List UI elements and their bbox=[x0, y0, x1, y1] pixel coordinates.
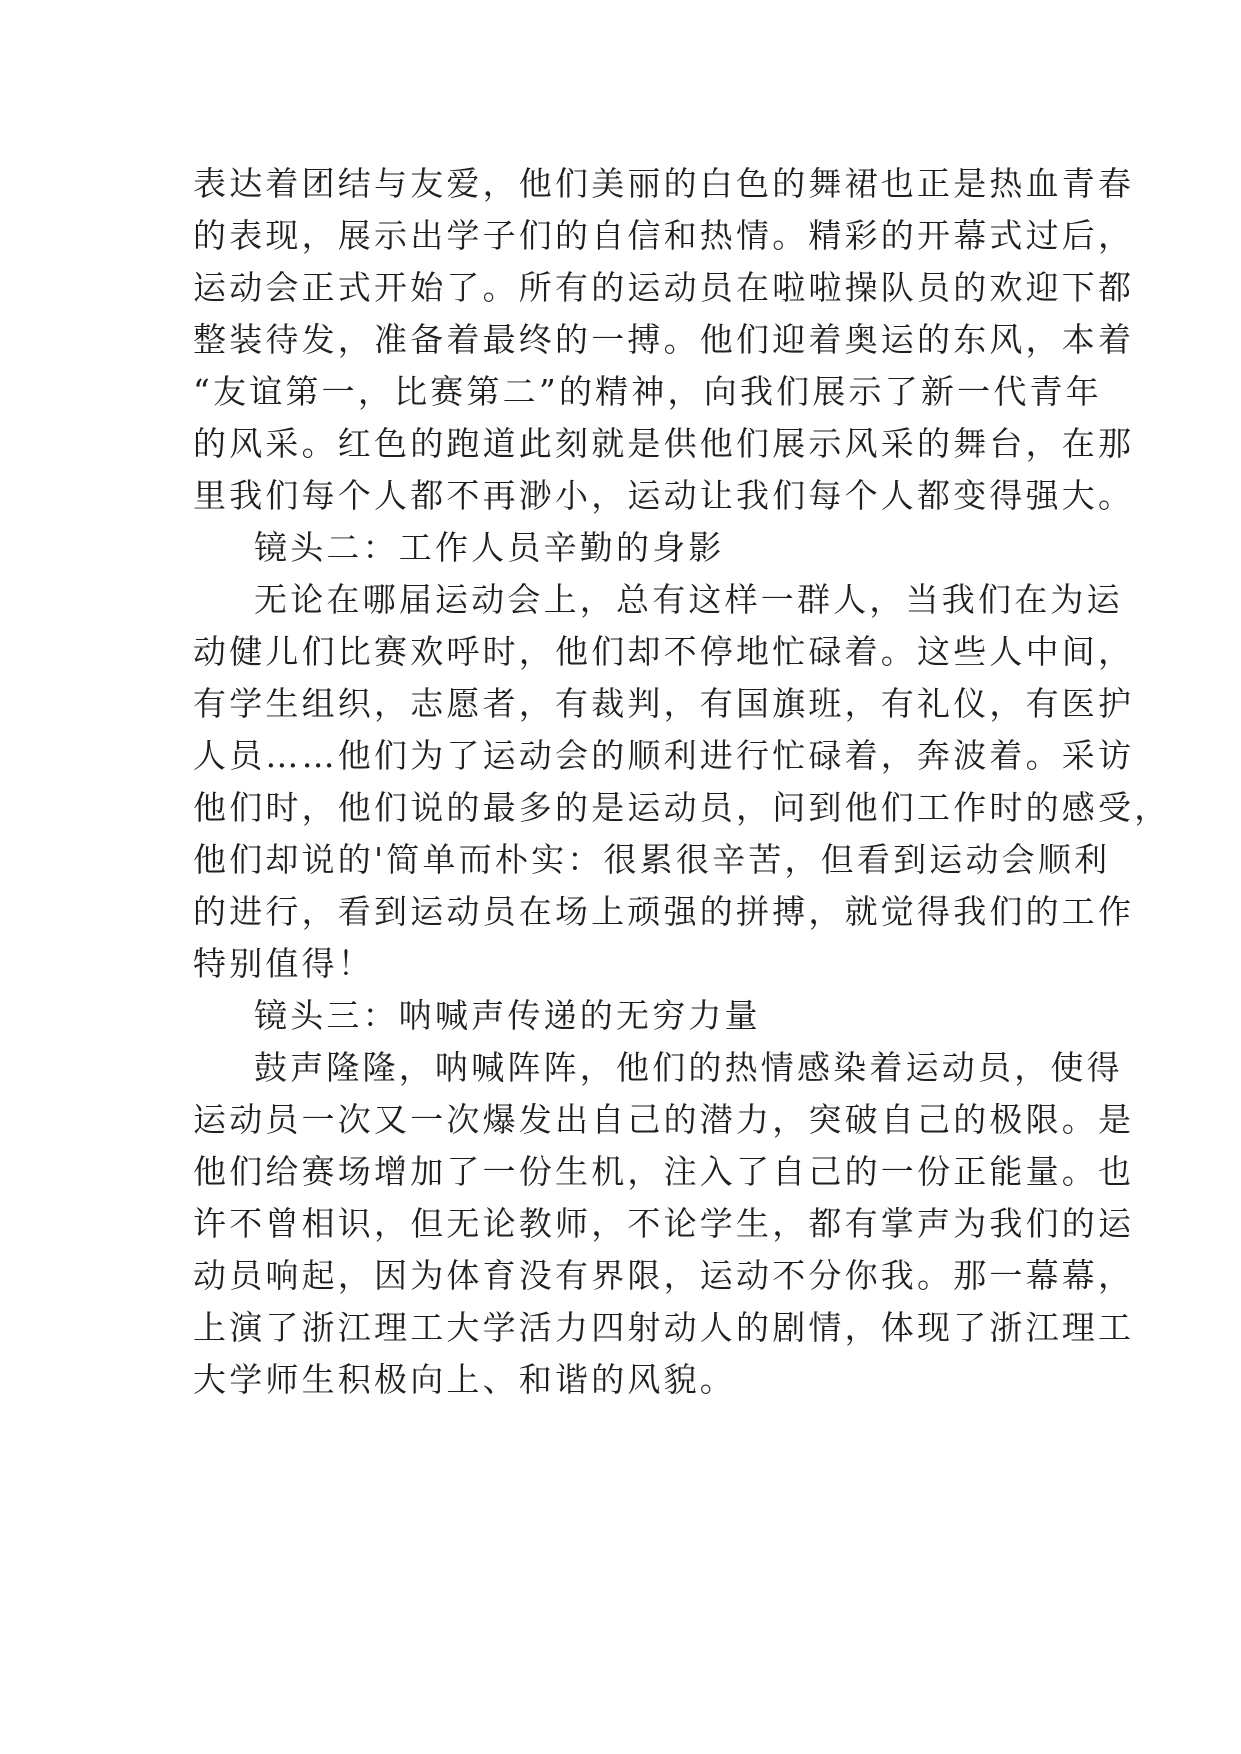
paragraph-line: 整装待发，准备着最终的一搏。他们迎着奥运的东风，本着 bbox=[193, 320, 1135, 359]
paragraph-line: 的风采。红色的跑道此刻就是供他们展示风采的舞台，在那 bbox=[193, 424, 1135, 463]
paragraph-line: 无论在哪届运动会上，总有这样一群人，当我们在为运 bbox=[254, 580, 1123, 619]
paragraph-line: 鼓声隆隆，呐喊阵阵，他们的热情感染着运动员，使得 bbox=[254, 1048, 1123, 1087]
paragraph-line: 他们给赛场增加了一份生机，注入了自己的一份正能量。也 bbox=[193, 1152, 1135, 1191]
paragraph-line: 表达着团结与友爱，他们美丽的白色的舞裙也正是热血青春 bbox=[193, 164, 1135, 203]
paragraph-line: 大学师生积极向上、和谐的风貌。 bbox=[193, 1360, 736, 1399]
paragraph-line: 动员响起，因为体育没有界限，运动不分你我。那一幕幕， bbox=[193, 1256, 1135, 1295]
section-heading: 镜头三：呐喊声传递的无穷力量 bbox=[254, 996, 761, 1035]
paragraph-line: 他们却说的'简单而朴实：很累很辛苦，但看到运动会顺利 bbox=[193, 840, 1111, 879]
paragraph-line: 的进行，看到运动员在场上顽强的拼搏，就觉得我们的工作 bbox=[193, 892, 1135, 931]
paragraph-line: 动健儿们比赛欢呼时，他们却不停地忙碌着。这些人中间， bbox=[193, 632, 1135, 671]
paragraph-line: 里我们每个人都不再渺小，运动让我们每个人都变得强大。 bbox=[193, 476, 1135, 515]
paragraph-line: 运动会正式开始了。所有的运动员在啦啦操队员的欢迎下都 bbox=[193, 268, 1135, 307]
paragraph-line: 他们时，他们说的最多的是运动员，问到他们工作时的感受， bbox=[193, 788, 1171, 827]
paragraph-line: “友谊第一，比赛第二”的精神，向我们展示了新一代青年 bbox=[193, 372, 1102, 411]
paragraph-line: 许不曾相识，但无论教师，不论学生，都有掌声为我们的运 bbox=[193, 1204, 1135, 1243]
paragraph-line: 上演了浙江理工大学活力四射动人的剧情，体现了浙江理工 bbox=[193, 1308, 1135, 1347]
paragraph-line: 人员……他们为了运动会的顺利进行忙碌着，奔波着。采访 bbox=[193, 736, 1135, 775]
paragraph-line: 特别值得！ bbox=[193, 944, 374, 983]
paragraph-line: 的表现，展示出学子们的自信和热情。精彩的开幕式过后， bbox=[193, 216, 1135, 255]
section-heading: 镜头二：工作人员辛勤的身影 bbox=[254, 528, 725, 567]
paragraph-line: 运动员一次又一次爆发出自己的潜力，突破自己的极限。是 bbox=[193, 1100, 1135, 1139]
paragraph-line: 有学生组织，志愿者，有裁判，有国旗班，有礼仪，有医护 bbox=[193, 684, 1135, 723]
